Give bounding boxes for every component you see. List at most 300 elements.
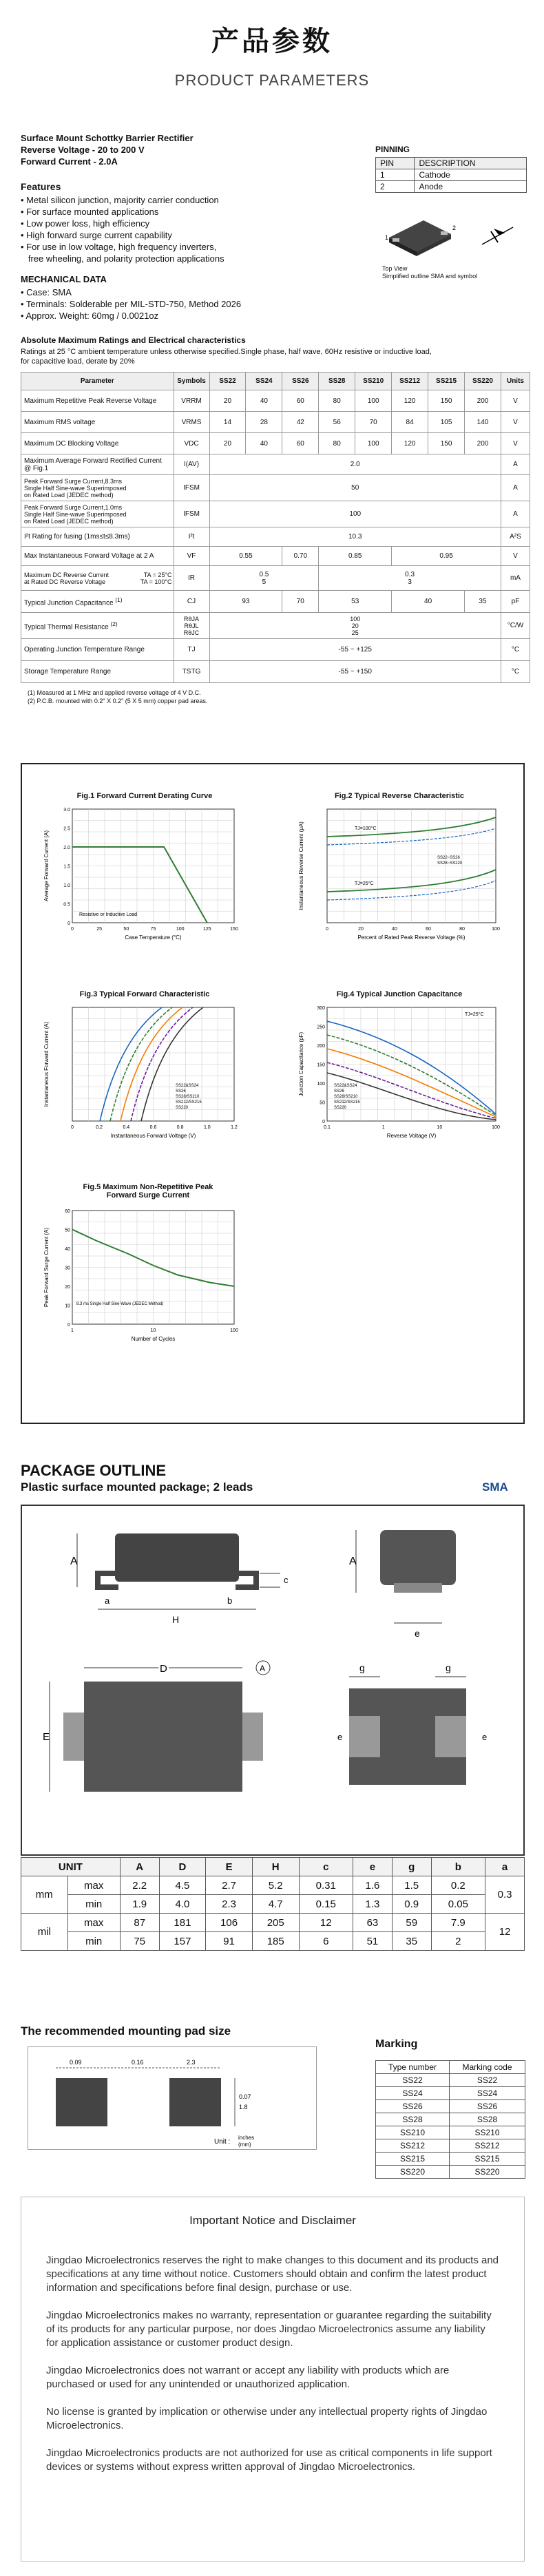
legend-entry: SS22&SS24 — [334, 1084, 357, 1088]
y-tick-label: 30 — [65, 1266, 70, 1271]
col-header: SS215 — [428, 373, 465, 390]
legend-entry: SS28/SS210 — [334, 1095, 358, 1099]
x-axis-label: Reverse Voltage (V) — [386, 1133, 437, 1139]
dim-cell: 0.9 — [392, 1895, 431, 1914]
code-cell: SS22 — [449, 2074, 525, 2087]
mech-title: MECHANICAL DATA — [21, 274, 107, 284]
pad-dim: 0.16 — [132, 2059, 144, 2066]
dim-label-g2: g — [446, 1662, 451, 1673]
dim-label-E: E — [43, 1731, 50, 1743]
dim-cell: 4.5 — [159, 1876, 206, 1895]
top-view — [43, 1661, 270, 1792]
value-cell: 0.85 — [319, 547, 392, 566]
legend-entry: SS28~SS220 — [437, 861, 463, 866]
package-subtitle: Plastic surface mounted package; 2 leads — [21, 1480, 253, 1494]
unit-cell: V — [501, 547, 530, 566]
legend-entry: SS28/SS210 — [176, 1095, 200, 1099]
legend-entry: SS220 — [176, 1106, 189, 1110]
col-header: Parameter — [21, 373, 174, 390]
dim-cell: 1.3 — [353, 1895, 393, 1914]
pad-dim: 2.3 — [187, 2059, 196, 2066]
param-line: at Rated DC Reverse Voltage — [24, 578, 106, 585]
x-tick-label: 75 — [150, 927, 156, 932]
dim-header: UNIT — [21, 1858, 121, 1876]
unit-cell: °C — [501, 661, 530, 683]
param-line: Peak Forward Surge Current,8.3ms — [24, 477, 123, 485]
x-tick-label: 10 — [150, 1328, 156, 1333]
unit-bottom: (mm) — [238, 2142, 251, 2148]
side-view — [70, 1533, 289, 1625]
dim-label-c: c — [284, 1575, 289, 1585]
unit-cell: pF — [501, 591, 530, 613]
limit-cell: max — [67, 1876, 120, 1895]
value-line: 0.3 — [405, 570, 415, 578]
chart-annotation: 8.3 ms Single Half Sine-Wave (JEDEC Method) — [76, 1302, 164, 1306]
temp-cond: TA = 25°C — [143, 571, 172, 578]
x-axis-label: Instantaneous Forward Voltage (V) — [110, 1133, 196, 1139]
notice-paragraph: No license is granted by implication or otherwise under any intellectual property rights of Jingdao Microelectronics. — [46, 2406, 488, 2431]
bottom-view — [337, 1662, 487, 1785]
value-cell: 105 — [428, 412, 465, 433]
x-axis-label: Percent of Rated Peak Reverse Voltage (%) — [357, 934, 465, 941]
value-cell: 40 — [246, 433, 282, 454]
value-cell: 150 — [428, 433, 465, 454]
value-cell: -55 ~ +150 — [209, 661, 501, 683]
x-tick-label: 20 — [358, 927, 364, 932]
unit-cell: V — [501, 412, 530, 433]
value-cell: 140 — [465, 412, 501, 433]
value-cell: 28 — [246, 412, 282, 433]
symbol-cell: IR — [174, 566, 209, 591]
type-cell: SS215 — [376, 2153, 450, 2166]
value-cell: 200 — [465, 390, 501, 412]
desc-cell: Anode — [415, 181, 527, 193]
x-tick-label: 0 — [71, 927, 74, 932]
page-title-en: PRODUCT PARAMETERS — [174, 72, 370, 89]
fig5-chart — [41, 1204, 248, 1348]
value-cell: 100 — [355, 390, 392, 412]
legend-entry: SS212/SS215 — [176, 1100, 202, 1104]
x-tick-label: 100 — [492, 927, 500, 932]
features-list — [21, 194, 224, 264]
y-tick-label: 0.5 — [63, 902, 70, 908]
value-cell: 56 — [319, 412, 355, 433]
mech-item: • Approx. Weight: 60mg / 0.0021oz — [21, 311, 159, 321]
param-cell: Operating Junction Temperature Range — [21, 639, 174, 661]
symbol-cell: TJ — [174, 639, 209, 661]
unit-cell: A — [501, 454, 530, 475]
dim-cell: 157 — [159, 1932, 206, 1951]
dim-cell: 2 — [431, 1932, 485, 1951]
value-cell: 10.3 — [209, 527, 501, 547]
value-cell: 35 — [465, 591, 501, 613]
x-tick-label: 1.2 — [231, 1125, 238, 1130]
code-cell: SS220 — [449, 2166, 525, 2179]
feature-item: • For use in low voltage, high frequency inverters, — [21, 242, 217, 252]
code-cell: SS210 — [449, 2126, 525, 2139]
unit-cell: °C/W — [501, 613, 530, 639]
dim-header: e — [353, 1858, 393, 1876]
symbol-cell: VF — [174, 547, 209, 566]
fig1-title: Fig.1 Forward Current Derating Curve — [76, 792, 213, 800]
dim-label-H: H — [172, 1614, 180, 1625]
dimensions-table — [21, 1857, 525, 1951]
notice-title: Important Notice and Disclaimer — [189, 2214, 356, 2227]
value-line: 3 — [408, 578, 412, 586]
x-axis-label: Number of Cycles — [131, 1336, 176, 1342]
dim-cell: 51 — [353, 1932, 393, 1951]
unit-cell: mA — [501, 566, 530, 591]
marking-header: Type number — [376, 2061, 450, 2074]
legend-entry: SS220 — [334, 1106, 347, 1110]
param-line: @ Fig.1 — [24, 464, 49, 472]
value-line: 100 — [350, 615, 361, 622]
package-drawing — [22, 1506, 523, 1854]
ratings-title: Absolute Maximum Ratings and Electrical characteristics — [21, 335, 246, 345]
dim-header: D — [159, 1858, 206, 1876]
mech-item: • Case: SMA — [21, 287, 72, 297]
feature-item: • High forward surge current capability — [21, 230, 172, 240]
fig4-chart — [296, 1001, 510, 1145]
value-cell: 70 — [282, 591, 319, 613]
y-tick-label: 150 — [317, 1062, 325, 1068]
feature-item: • Metal silicon junction, majority carrier conduction — [21, 195, 219, 205]
y-tick-label: 50 — [320, 1100, 325, 1106]
param-cell — [21, 613, 174, 639]
x-tick-label: 100 — [492, 1125, 500, 1130]
fig4-title: Fig.4 Typical Junction Capacitance — [336, 990, 463, 998]
dim-label-e: e — [415, 1628, 420, 1639]
page-title-cn: 产品参数 — [211, 26, 333, 56]
dim-cell: 0.15 — [299, 1895, 353, 1914]
footnote: (2) P.C.B. mounted with 0.2" X 0.2" (5 X 5 mm) copper pad areas. — [28, 698, 208, 704]
footnote-ref: (1) — [115, 596, 123, 603]
param-line: Peak Forward Surge Current,1.0ms — [24, 503, 123, 511]
value-cell: 120 — [392, 390, 428, 412]
value-cell — [209, 613, 501, 639]
sma-outline-image — [375, 200, 527, 265]
y-tick-label: 60 — [65, 1209, 70, 1214]
param-text: Typical Thermal Resistance — [24, 623, 109, 631]
y-axis-label: Junction Capacitance (pF) — [298, 1032, 304, 1097]
feature-item: • Low power loss, high efficiency — [21, 218, 150, 229]
x-tick-label: 80 — [459, 927, 465, 932]
x-tick-label: 0.6 — [149, 1125, 157, 1130]
end-view — [349, 1530, 456, 1639]
outline-caption — [382, 265, 477, 280]
col-header: SS212 — [392, 373, 428, 390]
dim-header: c — [299, 1858, 353, 1876]
value-cell: 80 — [319, 390, 355, 412]
unit-cell: mm — [21, 1876, 68, 1914]
legend-entry: SS212/SS215 — [334, 1100, 360, 1104]
dim-label-a: a — [105, 1595, 110, 1606]
y-tick-label: 0 — [322, 1120, 325, 1124]
type-cell: SS22 — [376, 2074, 450, 2087]
value-cell: -55 ~ +125 — [209, 639, 501, 661]
col-header: SS24 — [246, 373, 282, 390]
dim-cell: 185 — [252, 1932, 299, 1951]
type-cell: SS210 — [376, 2126, 450, 2139]
datum-label-A: A — [260, 1664, 266, 1673]
y-axis-label: Instantaneous Reverse Current (μA) — [298, 821, 304, 910]
x-tick-label: 50 — [123, 927, 129, 932]
x-tick-label: 1 — [71, 1328, 74, 1333]
code-cell: SS212 — [449, 2139, 525, 2153]
dim-cell: 63 — [353, 1914, 393, 1932]
param-cell — [21, 475, 174, 501]
symbol-line: RθJL — [184, 622, 199, 629]
dim-label-e-bottom: e — [337, 1732, 343, 1742]
desc-header: DESCRIPTION — [415, 158, 527, 169]
dim-cell: 4.7 — [252, 1895, 299, 1914]
col-header: SS26 — [282, 373, 319, 390]
value-cell: 200 — [465, 433, 501, 454]
symbol-cell — [174, 613, 209, 639]
dim-cell: 12 — [485, 1914, 525, 1951]
param-cell: Storage Temperature Range — [21, 661, 174, 683]
value-cell: 93 — [209, 591, 282, 613]
dim-cell: 0.2 — [431, 1876, 485, 1895]
x-tick-label: 60 — [426, 927, 431, 932]
dim-label-g: g — [359, 1662, 365, 1673]
feature-item: • For surface mounted applications — [21, 207, 159, 217]
temp-cond: TA = 100°C — [140, 578, 172, 585]
param-line: Maximum DC Reverse Current — [24, 571, 109, 578]
x-tick-label: 25 — [96, 927, 103, 932]
chart-annotation: TJ=100°C — [355, 826, 377, 831]
value-cell: 60 — [282, 390, 319, 412]
pin-cell: 2 — [376, 181, 415, 193]
symbol-cell: IFSM — [174, 501, 209, 527]
type-cell: SS28 — [376, 2113, 450, 2126]
value-line: 0.5 — [259, 570, 269, 578]
y-tick-label: 2.5 — [63, 826, 70, 832]
dim-cell: 5.2 — [252, 1876, 299, 1895]
x-tick-label: 125 — [202, 927, 211, 932]
pin-label-1: 1 — [385, 234, 389, 241]
ratings-footnotes — [28, 689, 207, 705]
legend-entry: SS26 — [176, 1089, 186, 1093]
dim-cell: 91 — [206, 1932, 253, 1951]
type-cell: SS24 — [376, 2087, 450, 2100]
symbol-cell: CJ — [174, 591, 209, 613]
footnote-ref: (2) — [110, 620, 118, 627]
value-line: 25 — [351, 629, 359, 636]
y-tick-label: 10 — [65, 1303, 70, 1309]
intro-line-1: Surface Mount Schottky Barrier Rectifier — [21, 133, 193, 143]
unit-top: inches — [238, 2135, 255, 2141]
mech-item: • Terminals: Solderable per MIL-STD-750, Method 2026 — [21, 299, 242, 309]
dim-header: H — [252, 1858, 299, 1876]
dim-header: a — [485, 1858, 525, 1876]
value-cell: 100 — [209, 501, 501, 527]
dim-cell: 59 — [392, 1914, 431, 1932]
param-line: Maximum Average Forward Rectified Current — [24, 457, 162, 465]
value-cell: 0.55 — [209, 547, 282, 566]
value-cell: 50 — [209, 475, 501, 501]
pin-header: PIN — [376, 158, 415, 169]
value-cell: 120 — [392, 433, 428, 454]
y-tick-label: 0 — [67, 1323, 70, 1328]
x-tick-label: 10 — [437, 1125, 443, 1130]
type-cell: SS212 — [376, 2139, 450, 2153]
y-tick-label: 2.0 — [63, 846, 70, 850]
fig3-title: Fig.3 Typical Forward Characteristic — [79, 990, 210, 998]
param-line: on Rated Load (JEDEC method) — [24, 491, 114, 499]
dim-cell: 181 — [159, 1914, 206, 1932]
legend-entry: SS22~SS26 — [437, 856, 460, 860]
col-header: SS28 — [319, 373, 355, 390]
dim-header: A — [120, 1858, 159, 1876]
value-cell: 70 — [355, 412, 392, 433]
value-cell: 0.70 — [282, 547, 319, 566]
y-tick-label: 300 — [317, 1006, 325, 1011]
symbol-cell: TSTG — [174, 661, 209, 683]
y-tick-label: 100 — [317, 1082, 325, 1087]
y-tick-label: 0 — [67, 921, 70, 926]
dim-header: E — [206, 1858, 253, 1876]
ratings-note-line: for capacitive load, derate by 20% — [21, 357, 135, 366]
limit-cell: min — [67, 1895, 120, 1914]
value-cell: 20 — [209, 390, 246, 412]
fig2-chart — [296, 802, 510, 947]
col-header: Symbols — [174, 373, 209, 390]
pad-dim: 0.07 — [239, 2093, 251, 2100]
pin-label-2: 2 — [452, 224, 457, 231]
dim-cell: 2.7 — [206, 1876, 253, 1895]
dim-cell: 6 — [299, 1932, 353, 1951]
value-cell: 0.95 — [392, 547, 501, 566]
x-tick-label: 0.8 — [176, 1125, 184, 1130]
marking-table — [375, 2060, 525, 2179]
notice-box — [21, 2197, 525, 2562]
value-cell: 150 — [428, 390, 465, 412]
package-drawing-frame — [21, 1505, 525, 1856]
y-axis-label: Average Forward Current (A) — [43, 830, 50, 901]
unit-cell: A²S — [501, 527, 530, 547]
x-tick-label: 100 — [230, 1328, 238, 1333]
col-header: SS22 — [209, 373, 246, 390]
param-cell: Maximum Repetitive Peak Reverse Voltage — [21, 390, 174, 412]
dim-cell: 0.3 — [485, 1876, 525, 1914]
mount-drawing — [28, 2047, 316, 2149]
mount-title: The recommended mounting pad size — [21, 2024, 231, 2038]
dim-label-D: D — [160, 1663, 167, 1675]
value-cell: 42 — [282, 412, 319, 433]
col-header: Units — [501, 373, 530, 390]
pin-cell: 1 — [376, 169, 415, 181]
caption-line: Top View — [382, 265, 408, 272]
param-cell — [21, 591, 174, 613]
mech-list — [21, 286, 241, 322]
dim-cell: 106 — [206, 1914, 253, 1932]
pinning-table — [375, 157, 527, 193]
value-cell: 84 — [392, 412, 428, 433]
value-cell: 100 — [355, 433, 392, 454]
limit-cell: max — [67, 1914, 120, 1932]
x-tick-label: 1 — [381, 1125, 385, 1130]
x-tick-label: 0.4 — [123, 1125, 130, 1130]
fig2-title: Fig.2 Typical Reverse Characteristic — [334, 792, 465, 800]
package-code: SMA — [482, 1480, 508, 1494]
chart-annotation: Resistive or Inductive Load — [79, 912, 138, 917]
dim-cell: 205 — [252, 1914, 299, 1932]
param-cell: Maximum RMS voltage — [21, 412, 174, 433]
notice-paragraph: Jingdao Microelectronics makes no warranty, representation or guarantee regarding the suitability of its products for any particular purpose, nor does Jingdao Microelectronics assume any liability for application assistance or customer product design. — [46, 2310, 492, 2349]
notice-paragraph: Jingdao Microelectronics products are not authorized for use as critical components in life support devices or systems without express written approval of Jingdao Microelectronics. — [46, 2447, 492, 2473]
value-cell: 53 — [319, 591, 392, 613]
marking-header: Marking code — [449, 2061, 525, 2074]
col-header: SS220 — [465, 373, 501, 390]
dim-cell: 1.6 — [353, 1876, 393, 1895]
value-cell: 2.0 — [209, 454, 501, 475]
x-tick-label: 0 — [326, 927, 328, 932]
symbol-line: RθJC — [183, 629, 200, 636]
param-cell — [21, 501, 174, 527]
caption-line: Simplified outline SMA and symbol — [382, 273, 478, 280]
symbol-cell: I(AV) — [174, 454, 209, 475]
x-tick-label: 0.1 — [324, 1125, 331, 1130]
fig5-title: Fig.5 Maximum Non-Repetitive Peak Forward Surge Current — [83, 1183, 213, 1200]
value-line: 5 — [262, 578, 266, 586]
legend-entry: SS22&SS24 — [176, 1084, 199, 1088]
y-tick-label: 3.0 — [63, 808, 70, 813]
value-cell — [319, 566, 501, 591]
y-tick-label: 1.0 — [63, 883, 70, 888]
param-line: on Rated Load (JEDEC method) — [24, 517, 114, 525]
y-tick-label: 250 — [317, 1025, 325, 1030]
dim-cell: 4.0 — [159, 1895, 206, 1914]
dim-cell: 2.2 — [120, 1876, 159, 1895]
unit-cell: °C — [501, 639, 530, 661]
notice-paragraph: Jingdao Microelectronics reserves the right to make changes to this document and its products and specifications at any time without notice. Customers should obtain and confirm the latest product information and specifications before final design, purchase or use. — [46, 2254, 499, 2294]
dim-cell: 87 — [120, 1914, 159, 1932]
value-cell — [209, 566, 319, 591]
value-cell: 80 — [319, 433, 355, 454]
x-tick-label: 1.0 — [203, 1125, 211, 1130]
unit-label: Unit : — [214, 2138, 231, 2146]
footnote: (1) Measured at 1 MHz and applied reverse voltage of 4 V D.C. — [28, 689, 201, 696]
intro-line-3: Forward Current - 2.0A — [21, 156, 118, 167]
symbol-cell: I²t — [174, 527, 209, 547]
symbol-cell: VRRM — [174, 390, 209, 412]
param-cell: I²t Rating for fusing (1ms≤t≤8.3ms) — [21, 527, 174, 547]
features-title: Features — [21, 181, 61, 192]
y-axis-label: Peak Forward Surge Current (A) — [43, 1227, 50, 1308]
dim-label-A: A — [70, 1556, 78, 1567]
type-cell: SS26 — [376, 2100, 450, 2113]
y-tick-label: 1.5 — [63, 864, 70, 870]
legend-entry: SS26 — [334, 1089, 344, 1093]
x-tick-label: 40 — [392, 927, 397, 932]
chart-annotation: TJ=25°C — [465, 1012, 484, 1017]
y-tick-label: 40 — [65, 1247, 70, 1252]
dim-cell: 75 — [120, 1932, 159, 1951]
x-tick-label: 0.2 — [96, 1125, 103, 1130]
unit-cell: A — [501, 501, 530, 527]
x-tick-label: 100 — [176, 927, 185, 932]
fig1-chart — [41, 802, 248, 947]
symbol-cell: VRMS — [174, 412, 209, 433]
dim-cell: 7.9 — [431, 1914, 485, 1932]
ratings-note-line: Ratings at 25 °C ambient temperature unless otherwise specified.Single phase, half wave, 60Hz resistive or inductive load, — [21, 348, 432, 356]
package-title: PACKAGE OUTLINE — [21, 1462, 167, 1479]
fig3-chart — [41, 1001, 248, 1145]
chart-annotation: TJ=25°C — [355, 881, 374, 886]
param-cell — [21, 454, 174, 475]
unit-cell: V — [501, 433, 530, 454]
